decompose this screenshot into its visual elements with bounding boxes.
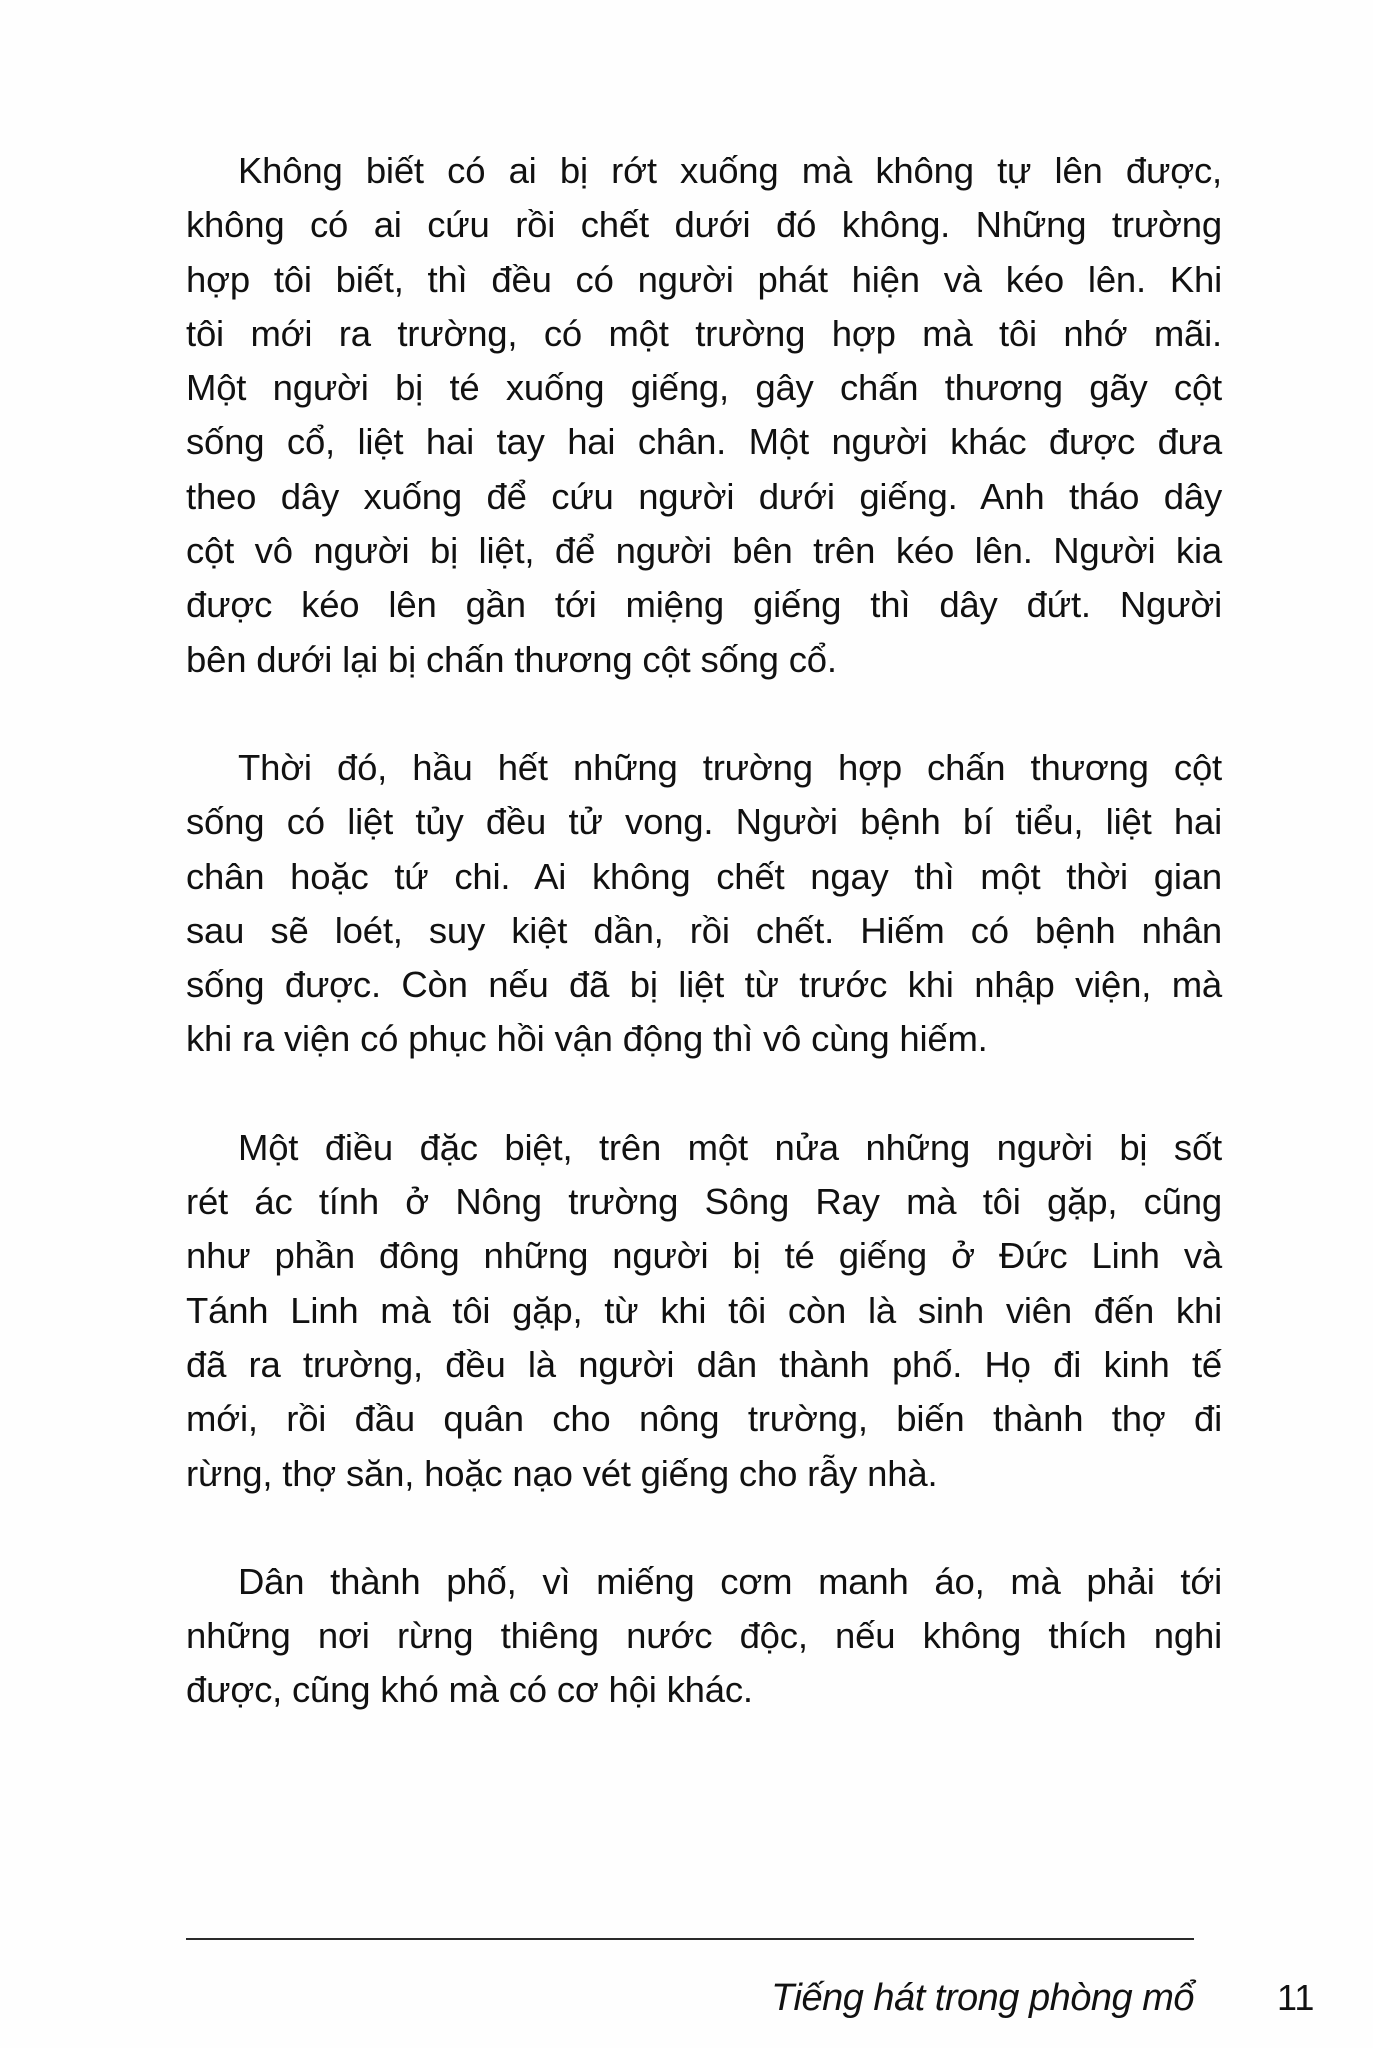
text-line: sau sẽ loét, suy kiệt dần, rồi chết. Hiếm có bệnh nhân: [186, 909, 1222, 951]
text-line: rét ác tính ở Nông trường Sông Ray mà tôi gặp, cũng: [186, 1181, 1222, 1223]
text-line: mới, rồi đầu quân cho nông trường, biến thành thợ đi: [186, 1398, 1222, 1440]
text-line: rừng, thợ săn, hoặc nạo vét giếng cho rẫy nhà.: [186, 1452, 938, 1494]
text-line: Một người bị té xuống giếng, gây chấn thương gãy cột: [186, 367, 1222, 409]
text-line: sống có liệt tủy đều tử vong. Người bệnh bí tiểu, liệt hai: [186, 801, 1222, 843]
text-line: chân hoặc tứ chi. Ai không chết ngay thì một thời gian: [186, 855, 1222, 897]
text-line: những nơi rừng thiêng nước độc, nếu không thích nghi: [186, 1615, 1222, 1657]
running-footer-book-title: Tiếng hát trong phòng mổ: [771, 1977, 1194, 2019]
text-line: cột vô người bị liệt, để người bên trên kéo lên. Người kia: [186, 530, 1222, 572]
text-line: Dân thành phố, vì miếng cơm manh áo, mà phải tới: [238, 1560, 1222, 1602]
page-number: 11: [1277, 1977, 1315, 2018]
text-line: theo dây xuống để cứu người dưới giếng. Anh tháo dây: [186, 475, 1222, 517]
body-text: [186, 144, 1222, 1718]
paragraph-4: [186, 1555, 1222, 1718]
paragraph-1: [186, 144, 1222, 687]
text-line: được kéo lên gần tới miệng giếng thì dây đứt. Người: [186, 584, 1222, 626]
text-line: sống cổ, liệt hai tay hai chân. Một người khác được đưa: [186, 421, 1222, 463]
paragraph-3: [186, 1121, 1222, 1501]
page-footer: [0, 1968, 1373, 2028]
text-line: sống được. Còn nếu đã bị liệt từ trước khi nhập viện, mà: [186, 964, 1222, 1006]
text-line: Không biết có ai bị rớt xuống mà không tự lên được,: [238, 150, 1222, 191]
text-line: tôi mới ra trường, có một trường hợp mà tôi nhớ mãi.: [186, 312, 1222, 354]
text-line: đã ra trường, đều là người dân thành phố. Họ đi kinh tế: [186, 1343, 1222, 1385]
text-line: như phần đông những người bị té giếng ở Đức Linh và: [186, 1235, 1222, 1277]
text-line: Thời đó, hầu hết những trường hợp chấn thương cột: [238, 746, 1222, 788]
text-line: Tánh Linh mà tôi gặp, từ khi tôi còn là sinh viên đến khi: [186, 1289, 1222, 1331]
text-line: được, cũng khó mà có cơ hội khác.: [186, 1669, 753, 1711]
text-line: hợp tôi biết, thì đều có người phát hiện và kéo lên. Khi: [186, 258, 1222, 300]
text-line: khi ra viện có phục hồi vận động thì vô cùng hiếm.: [186, 1018, 988, 1060]
footer-divider: [186, 1938, 1194, 1940]
text-line: không có ai cứu rồi chết dưới đó không. Những trường: [186, 204, 1222, 246]
paragraph-2: [186, 741, 1222, 1067]
text-line: bên dưới lại bị chấn thương cột sống cổ.: [186, 638, 837, 680]
text-line: Một điều đặc biệt, trên một nửa những người bị sốt: [238, 1126, 1222, 1168]
